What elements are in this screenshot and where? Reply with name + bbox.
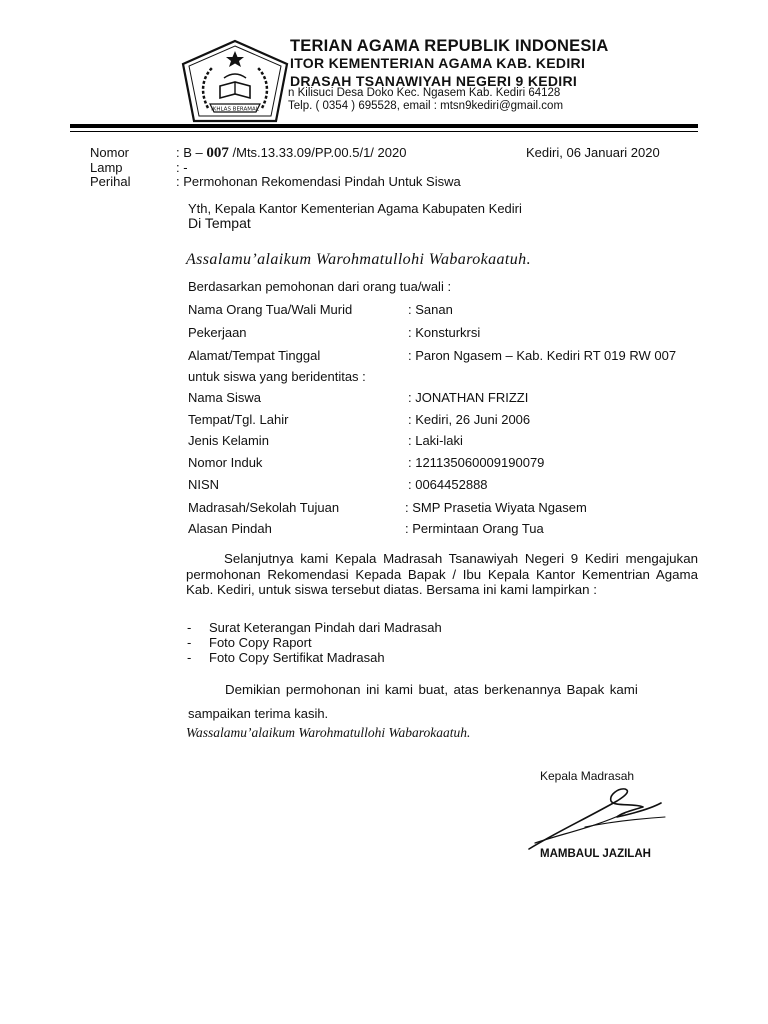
field-label: Jenis Kelamin <box>188 433 269 448</box>
field-value: : Kediri, 26 Juni 2006 <box>408 412 531 427</box>
field-label: Nama Orang Tua/Wali Murid <box>188 302 353 317</box>
field-label: Alasan Pindah <box>188 521 272 536</box>
bullet: - <box>187 620 192 635</box>
field-label: Alamat/Tempat Tinggal <box>188 348 321 363</box>
field-value: : Laki-laki <box>408 433 463 448</box>
letterhead-contact: Telp. ( 0354 ) 695528, email : mtsn9kediri@gmail.com <box>288 100 564 112</box>
attachment-item: Foto Copy Raport <box>209 635 312 650</box>
letterhead-address: n Kilisuci Desa Doko Kec. Ngasem Kab. Kediri 64128 <box>288 87 561 99</box>
greeting: Assalamu’alaikum Warohmatullohi Wabarokaatuh. <box>186 251 531 268</box>
nomor-code: /Mts.13.33.09/PP.00.5/1/ 2020 <box>232 145 407 160</box>
perihal-value: : Permohonan Rekomendasi Pindah Untuk Siswa <box>176 174 461 189</box>
signature-mark <box>525 783 675 855</box>
field-value: : 121135060009190079 <box>408 455 545 470</box>
field-label: Tempat/Tgl. Lahir <box>188 412 289 427</box>
intro-text: Berdasarkan pemohonan dari orang tua/wali : <box>188 279 452 294</box>
signature-title: Kepala Madrasah <box>540 769 635 783</box>
attachment-item: Surat Keterangan Pindah dari Madrasah <box>209 620 442 635</box>
student-intro: untuk siswa yang beridentitas : <box>188 369 366 384</box>
field-value: : Sanan <box>408 302 453 317</box>
lamp-value: : - <box>176 160 188 175</box>
letter-date: Kediri, 06 Januari 2020 <box>526 145 660 160</box>
header-divider-thick <box>70 124 698 128</box>
field-label: Pekerjaan <box>188 325 247 340</box>
body-paragraph: Selanjutnya kami Kepala Madrasah Tsanawiyah Negeri 9 Kediri mengajukan permohonan Rekomendasi Kepada Bapak / Ibu Kepala Kantor Kementrian Agama Kab. Kediri, untuk siswa tersebut diatas. Bersama ini kami lampirkan : <box>186 551 698 597</box>
letterhead-ministry: TERIAN AGAMA REPUBLIK INDONESIA <box>290 37 609 55</box>
bullet: - <box>187 650 192 665</box>
field-value: : SMP Prasetia Wiyata Ngasem <box>405 500 587 515</box>
attachment-item: Foto Copy Sertifikat Madrasah <box>209 650 385 665</box>
closing-line: Demikian permohonan ini kami buat, atas berkenannya Bapak kami <box>225 682 638 697</box>
field-label: NISN <box>188 477 220 492</box>
signatory-name: MAMBAUL JAZILAH <box>540 848 651 860</box>
field-value: : 0064452888 <box>408 477 488 492</box>
field-value: : Paron Ngasem – Kab. Kediri RT 019 RW 007 <box>408 348 677 363</box>
perihal-label: Perihal <box>90 174 131 189</box>
nomor-label: Nomor <box>90 145 130 160</box>
ministry-logo <box>180 38 290 124</box>
letterhead-office: ITOR KEMENTERIAN AGAMA KAB. KEDIRI <box>290 55 586 71</box>
recipient-place: Di Tempat <box>188 215 251 231</box>
letterhead-school: DRASAH TSANAWIYAH NEGERI 9 KEDIRI <box>290 73 578 89</box>
bullet: - <box>187 635 192 650</box>
recipient-line: Yth, Kepala Kantor Kementerian Agama Kabupaten Kediri <box>188 201 522 216</box>
field-label: Madrasah/Sekolah Tujuan <box>188 500 340 515</box>
field-value: : Permintaan Orang Tua <box>405 521 544 536</box>
nomor-value <box>176 145 406 162</box>
nomor-number: 007 <box>206 145 229 161</box>
field-value: : JONATHAN FRIZZI <box>408 390 529 405</box>
farewell: Wassalamu’alaikum Warohmatullohi Wabarokaatuh. <box>186 725 471 740</box>
header-divider-thin <box>70 131 698 132</box>
nomor-prefix: : B – <box>176 145 203 160</box>
field-value: : Konsturkrsi <box>408 325 481 340</box>
field-label: Nomor Induk <box>188 455 263 470</box>
closing-thanks: sampaikan terima kasih. <box>188 706 329 721</box>
svg-text:IKHLAS BERAMAL: IKHLAS BERAMAL <box>211 106 259 113</box>
lamp-label: Lamp <box>90 160 123 175</box>
field-label: Nama Siswa <box>188 390 261 405</box>
